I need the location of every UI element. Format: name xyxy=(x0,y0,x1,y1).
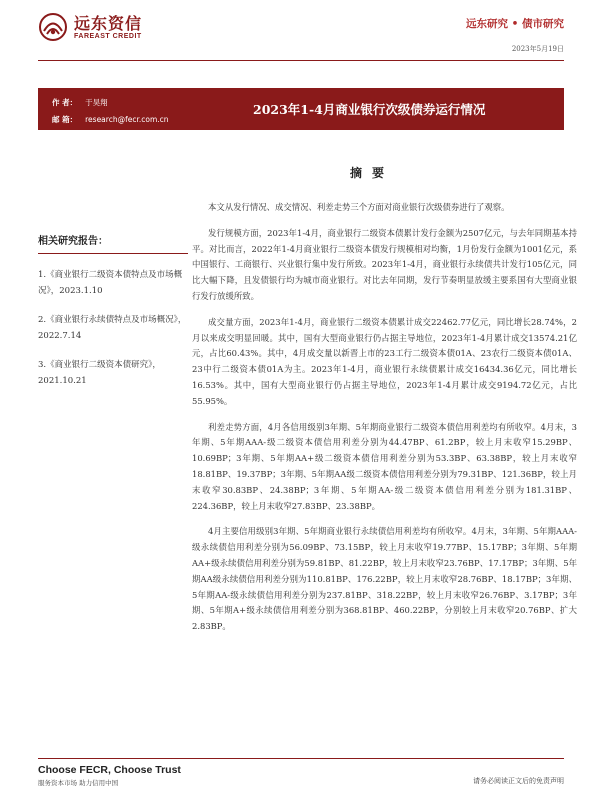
summary-paragraph: 4月主要信用级别3年期、5年期商业银行永续债信用利差均有所收窄。4月末，3年期、5年期AAA-级永续债信用利差分别为56.09BP、73.15BP，较上月末收窄19.77BP、15.17BP；3年期、5年期AA+级永续债信用利差分别为59.81BP、81.22BP，较上月末收窄23.76BP、17.17BP；3年期、5年期AA级永续债信用利差分别为110.81BP、176.22BP，较上月末收窄28.76BP、18.17BP；3年期、5年期AA-级永续债信用利差分别为237.81BP、318.22BP，较上月末收窄26.76BP、3.17BP；3年期、5年期A+级永续债信用利差分别为368.81BP、460.22BP，分别较上月末收窄20.76BP、扩大2.83BP。 xyxy=(192,526,577,632)
fareast-logo-icon xyxy=(38,12,68,42)
summary-heading: 摘要 xyxy=(350,166,395,180)
logo-name-en: FAREAST CREDIT xyxy=(74,32,142,40)
logo xyxy=(38,12,142,42)
summary-paragraph: 成交量方面，2023年1-4月，商业银行二级资本债累计成交22462.77亿元，同比增长28.74%，2月以来成交明显回暖。其中，国有大型商业银行仍占据主导地位，2023年1-4月累计成交13574.21亿元，占比60.43%。其中，4月成交量以新晋上市的23工行二级资本债01A、23农行二级资本债01A、23中行二级资本债01A为主。2023年1-4月，商业银行永续债累计成交16434.36亿元，同比增长16.53%。其中，国有大型商业银行仍占据主导地位，2023年1-4月累计成交9194.72亿元，占比55.95%。 xyxy=(192,316,577,406)
footer-subslogan: 服务资本市场 助力信用中国 xyxy=(38,779,119,787)
footer-slogan: Choose FECR, Choose Trust xyxy=(38,764,181,776)
footer-brand xyxy=(38,764,181,787)
related-reports-list xyxy=(38,267,188,389)
report-series: 远东研究 • 债市研究 xyxy=(465,18,564,30)
author-label: 作 者： xyxy=(52,98,78,107)
title-banner xyxy=(38,88,564,130)
footer-divider xyxy=(38,758,564,759)
author-email[interactable]: research@fecr.com.cn xyxy=(85,115,169,124)
report-date: 2023年5月19日 xyxy=(511,45,564,53)
disclaimer-note: 请务必阅读正文后的免责声明 xyxy=(473,777,564,785)
related-reports xyxy=(38,232,188,389)
report-title: 2023年1-4月商业银行次级债券运行情况 xyxy=(253,102,486,117)
author-info xyxy=(52,94,169,128)
summary-paragraph: 发行规模方面，2023年1-4月，商业银行二级资本债累计发行金额为2507亿元，与去年同期基本持平。对比而言，2022年1-4月商业银行二级资本债发行规模相对均衡，1月份发行金额为1001亿元，系中国银行、工商银行、兴业银行集中发行所致。2023年1-4月，商业银行永续债共计发行105亿元，同比大幅下降，且发债银行均为城市商业银行。对比去年同期，发行节奏明显放缓主要系国有大型商业银行发行放缓所致。 xyxy=(192,227,577,301)
related-report-item[interactable]: 1.《商业银行二级资本债特点及市场概况》，2023.1.10 xyxy=(38,270,183,296)
summary-paragraph: 利差走势方面，4月各信用级别3年期、5年期商业银行二级资本债信用利差均有所收窄。4月末，3年期、5年期AAA-级二级资本债信用利差分别为44.47BP、61.2BP，较上月末收窄15.29BP、10.69BP；3年期、5年期AA+级二级资本债信用利差分别为53.3BP、63.38BP，较上月末收窄18.81BP、19.37BP；3年期、5年期AA级二级资本债信用利差分别为79.31BP、121.36BP，较上月末收窄30.83BP、24.38BP；3年期、5年期AA-级二级资本债信用利差分别为181.31BP、224.36BP，较上月末收窄27.83BP、23.38BP。 xyxy=(192,421,577,511)
related-report-item[interactable]: 2.《商业银行永续债特点及市场概况》，2022.7.14 xyxy=(38,315,187,341)
author-name: 于昊翔 xyxy=(85,98,108,107)
header-divider xyxy=(38,60,564,61)
related-report-item[interactable]: 3.《商业银行二级资本债研究》，2021.10.21 xyxy=(38,360,161,386)
logo-name-cn: 远东资信 xyxy=(74,13,143,33)
summary-paragraph: 本文从发行情况、成交情况、利差走势三个方面对商业银行次级债券进行了观察。 xyxy=(208,202,510,212)
summary-body xyxy=(192,200,577,645)
email-label: 邮 箱： xyxy=(52,115,78,124)
related-reports-heading: 相关研究报告： xyxy=(38,232,188,254)
